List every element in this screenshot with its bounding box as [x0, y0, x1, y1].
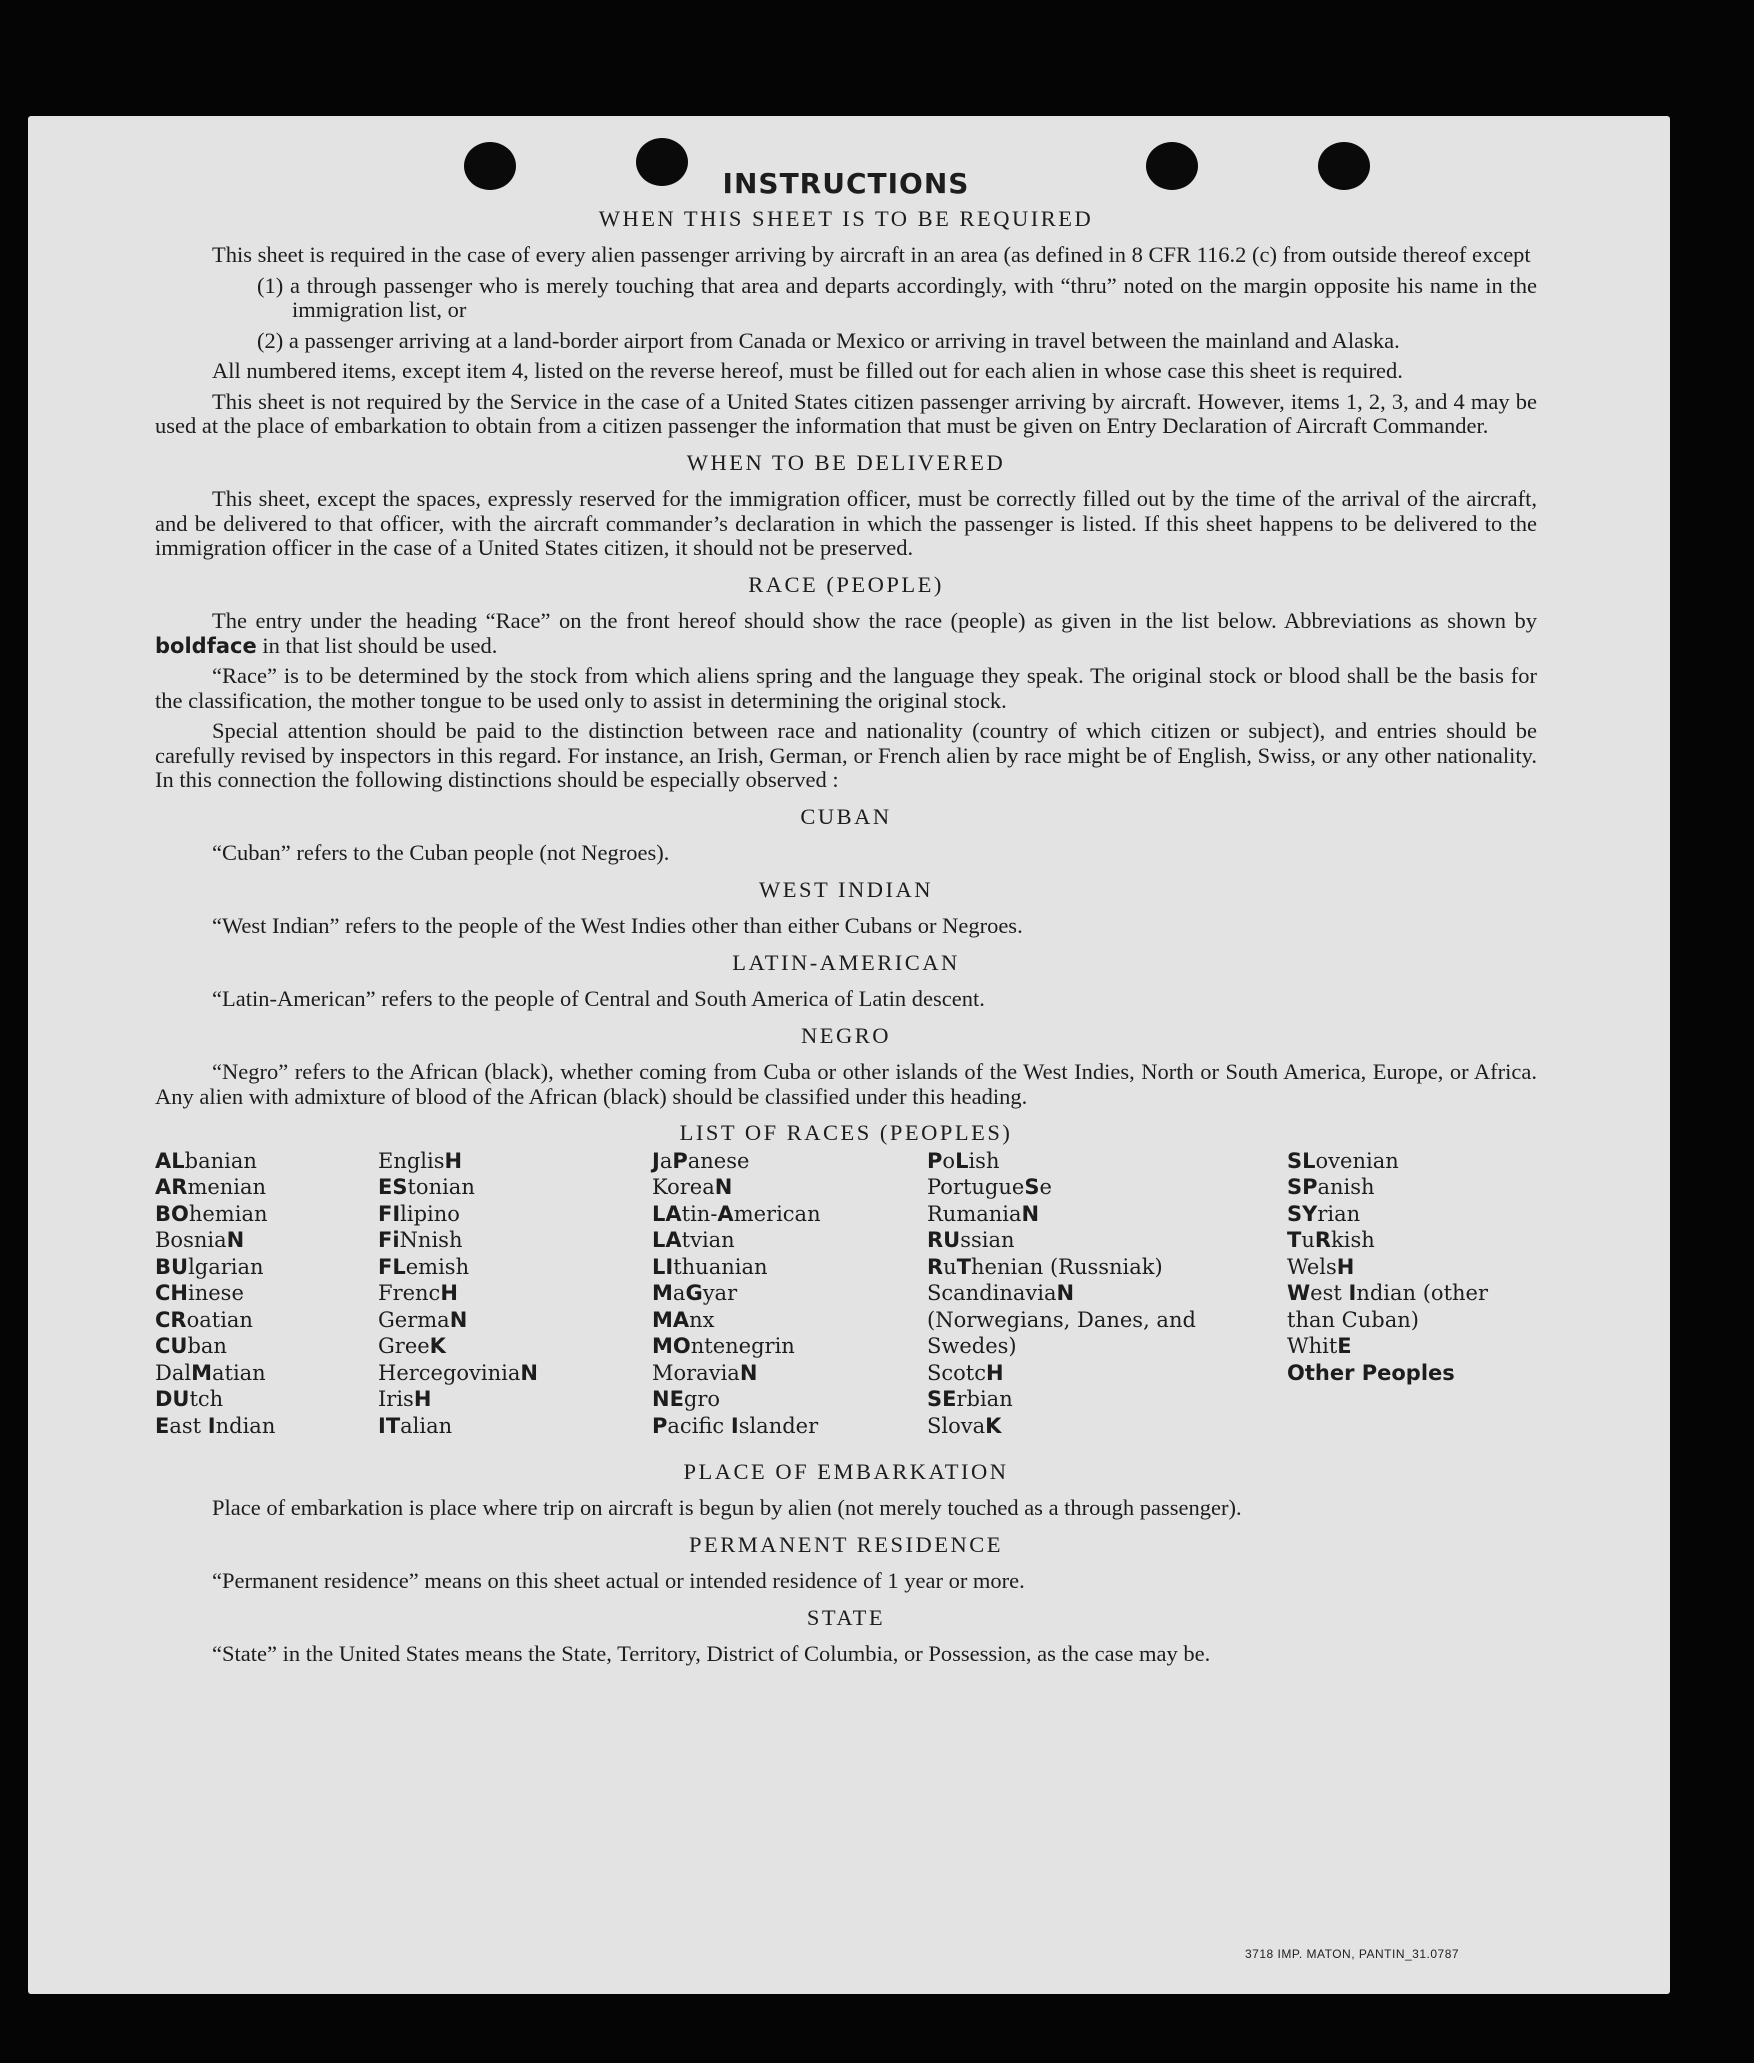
text-span: The entry under the heading “Race” on the front hereof should show the race (people) as given in the list below. Abbreviations as shown by: [212, 608, 1537, 633]
section-heading: WHEN THIS SHEET IS TO BE REQUIRED: [598, 205, 1094, 231]
race-entry: MOntenegrin: [652, 1334, 795, 1358]
race-entry: West Indian (other than Cuban): [1287, 1281, 1488, 1332]
race-entry: SlovaK: [927, 1413, 1002, 1438]
race-entry: ALbanian: [155, 1148, 257, 1173]
race-entry: WelsH: [1287, 1254, 1355, 1279]
races-list: [155, 1148, 1537, 1448]
paragraph: “Latin-American” refers to the people of Central and South America of Latin descent.: [212, 986, 985, 1011]
race-entry: ARmenian: [155, 1175, 267, 1199]
section-heading: NEGRO: [801, 1022, 891, 1048]
paragraph: “Permanent residence” means on this sheet actual or intended residence of 1 year or more.: [212, 1568, 1025, 1593]
race-entry: LAtin-American: [652, 1201, 821, 1226]
paragraph: This sheet is not required by the Service in the case of a United States citizen passenger arriving by aircraft. However, items 1, 2, 3, and 4 may be used at the place of embarkation to obtain from a citizen passenger the information that must be given on Entry Declaration of Aircraft Commander.: [155, 388, 1537, 438]
race-entry: CRoatian: [155, 1307, 253, 1332]
race-entry: LIthuanian: [652, 1254, 768, 1279]
list-item: (2) a passenger arriving at a land-border airport from Canada or Mexico or arriving in travel between the mainland and Alaska.: [257, 327, 1400, 353]
race-entry: SYrian: [1287, 1201, 1361, 1226]
race-entry: HercegoviniaN: [378, 1360, 538, 1385]
paragraph: “State” in the United States means the State, Territory, District of Columbia, or Possession, as the case may be.: [212, 1641, 1211, 1666]
race-entry: IrisH: [378, 1387, 432, 1411]
races-column: [652, 1148, 821, 1440]
race-entry: PoLish: [927, 1148, 1000, 1173]
races-column: [927, 1148, 1217, 1440]
paragraph: This sheet, except the spaces, expressly reserved for the immigration officer, must be correctly filled out by the time of the arrival of the aircraft, and be delivered to that officer, with the aircraft commander’s declaration in which the passenger is listed. If this sheet happens to be delivered to the immigration officer in the case of a United States citizen, it should not be preserved.: [155, 486, 1537, 560]
race-entry: FrencH: [378, 1281, 458, 1305]
race-entry: CUban: [155, 1334, 227, 1358]
section-heading: WHEN TO BE DELIVERED: [686, 449, 1006, 475]
printer-mark: 3718 IMP. MATON, PANTIN_31.0787: [1245, 1947, 1460, 1961]
section-heading: PERMANENT RESIDENCE: [689, 1531, 1003, 1557]
race-entry: EStonian: [378, 1175, 475, 1199]
race-entry: WhitE: [1287, 1334, 1352, 1358]
section-heading: STATE: [806, 1604, 886, 1630]
race-entry: SErbian: [927, 1387, 1013, 1411]
race-entry: RumaniaN: [927, 1201, 1040, 1226]
race-entry: ScotcH: [927, 1360, 1004, 1385]
race-entry: BOhemian: [155, 1201, 268, 1226]
race-entry: FiNnish: [378, 1228, 463, 1252]
race-entry: CHinese: [155, 1281, 244, 1305]
paragraph: “West Indian” refers to the people of the West Indies other than either Cubans or Negroes.: [212, 913, 1023, 938]
paragraph: Place of embarkation is place where trip on aircraft is begun by alien (not merely touched as a through passenger).: [212, 1495, 1242, 1520]
race-entry: DalMatian: [155, 1360, 266, 1385]
paragraph: This sheet is required in the case of every alien passenger arriving by aircraft in an area (as defined in 8 CFR 116.2 (c) from outside thereof except: [212, 242, 1531, 267]
race-entry: BUlgarian: [155, 1254, 264, 1279]
race-entry: SPanish: [1287, 1175, 1375, 1199]
race-entry: East Indian: [155, 1413, 276, 1438]
paragraph: “Negro” refers to the African (black), whether coming from Cuba or other islands of the West Indies, North or South America, Europe, or Africa. Any alien with admixture of blood of the African (black) should be classified under this heading.: [155, 1059, 1537, 1109]
paragraph: “Cuban” refers to the Cuban people (not Negroes).: [212, 840, 670, 865]
paragraph: All numbered items, except item 4, listed on the reverse hereof, must be filled out for each alien in whose case this sheet is required.: [212, 358, 1403, 383]
race-entry: MaGyar: [652, 1281, 738, 1305]
section-heading: RACE (PEOPLE): [748, 571, 944, 597]
race-entry: Other Peoples: [1287, 1360, 1455, 1385]
list-item: (1) a through passenger who is merely touching that area and departs accordingly, with “thru” noted on the margin opposite his name in the immigration list, or: [257, 272, 1537, 322]
page-title: INSTRUCTIONS: [722, 167, 970, 200]
race-entry: NEgro: [652, 1387, 721, 1411]
race-entry: MoraviaN: [652, 1360, 758, 1385]
instructions-page: [155, 167, 1537, 1673]
races-column: [1287, 1148, 1537, 1387]
races-column: [155, 1148, 275, 1440]
section-heading: LATIN-AMERICAN: [732, 949, 960, 975]
section-heading: WEST INDIAN: [759, 876, 933, 902]
race-entry: GreeK: [378, 1334, 446, 1358]
section-heading: PLACE OF EMBARKATION: [683, 1458, 1009, 1484]
race-entry: SLovenian: [1287, 1148, 1399, 1173]
race-entry: DUtch: [155, 1387, 224, 1411]
race-entry: ITalian: [378, 1413, 453, 1438]
race-entry: ScandinaviaN (Norwegians, Danes, and Swedes): [927, 1281, 1196, 1358]
paragraph: “Race” is to be determined by the stock from which aliens spring and the language they speak. The original stock or blood shall be the basis for the classification, the mother tongue to be used only to assist in determining the original stock.: [155, 663, 1537, 713]
race-entry: BosniaN: [155, 1228, 245, 1252]
races-column: [378, 1148, 538, 1440]
race-entry: Pacific Islander: [652, 1413, 819, 1438]
race-entry: FIlipino: [378, 1201, 460, 1226]
section-heading: LIST OF RACES (PEOPLES): [679, 1120, 1013, 1145]
race-entry: RUssian: [927, 1228, 1015, 1252]
race-entry: RuThenian (Russniak): [927, 1254, 1163, 1279]
text-span: in that list should be used.: [262, 632, 498, 658]
race-entry: KoreaN: [652, 1175, 733, 1199]
boldface-word: boldface: [155, 633, 257, 658]
race-entry: PortugueSe: [927, 1175, 1052, 1199]
race-entry: LAtvian: [652, 1228, 735, 1252]
race-entry: GermaN: [378, 1307, 468, 1332]
race-entry: TuRkish: [1287, 1228, 1375, 1252]
race-entry: EnglisH: [378, 1148, 463, 1173]
race-entry: FLemish: [378, 1254, 470, 1279]
race-entry: JaPanese: [652, 1148, 750, 1173]
race-entry: MAnx: [652, 1307, 715, 1332]
paragraph: Special attention should be paid to the distinction between race and nationality (country of which citizen or subject), and entries should be carefully revised by inspectors in this regard. For instance, an Irish, German, or French alien by race might be of English, Swiss, or any other nationality. In this connection the following distinctions should be especially observed :: [155, 718, 1537, 792]
paragraph: [155, 609, 1537, 658]
section-heading: CUBAN: [800, 803, 892, 829]
